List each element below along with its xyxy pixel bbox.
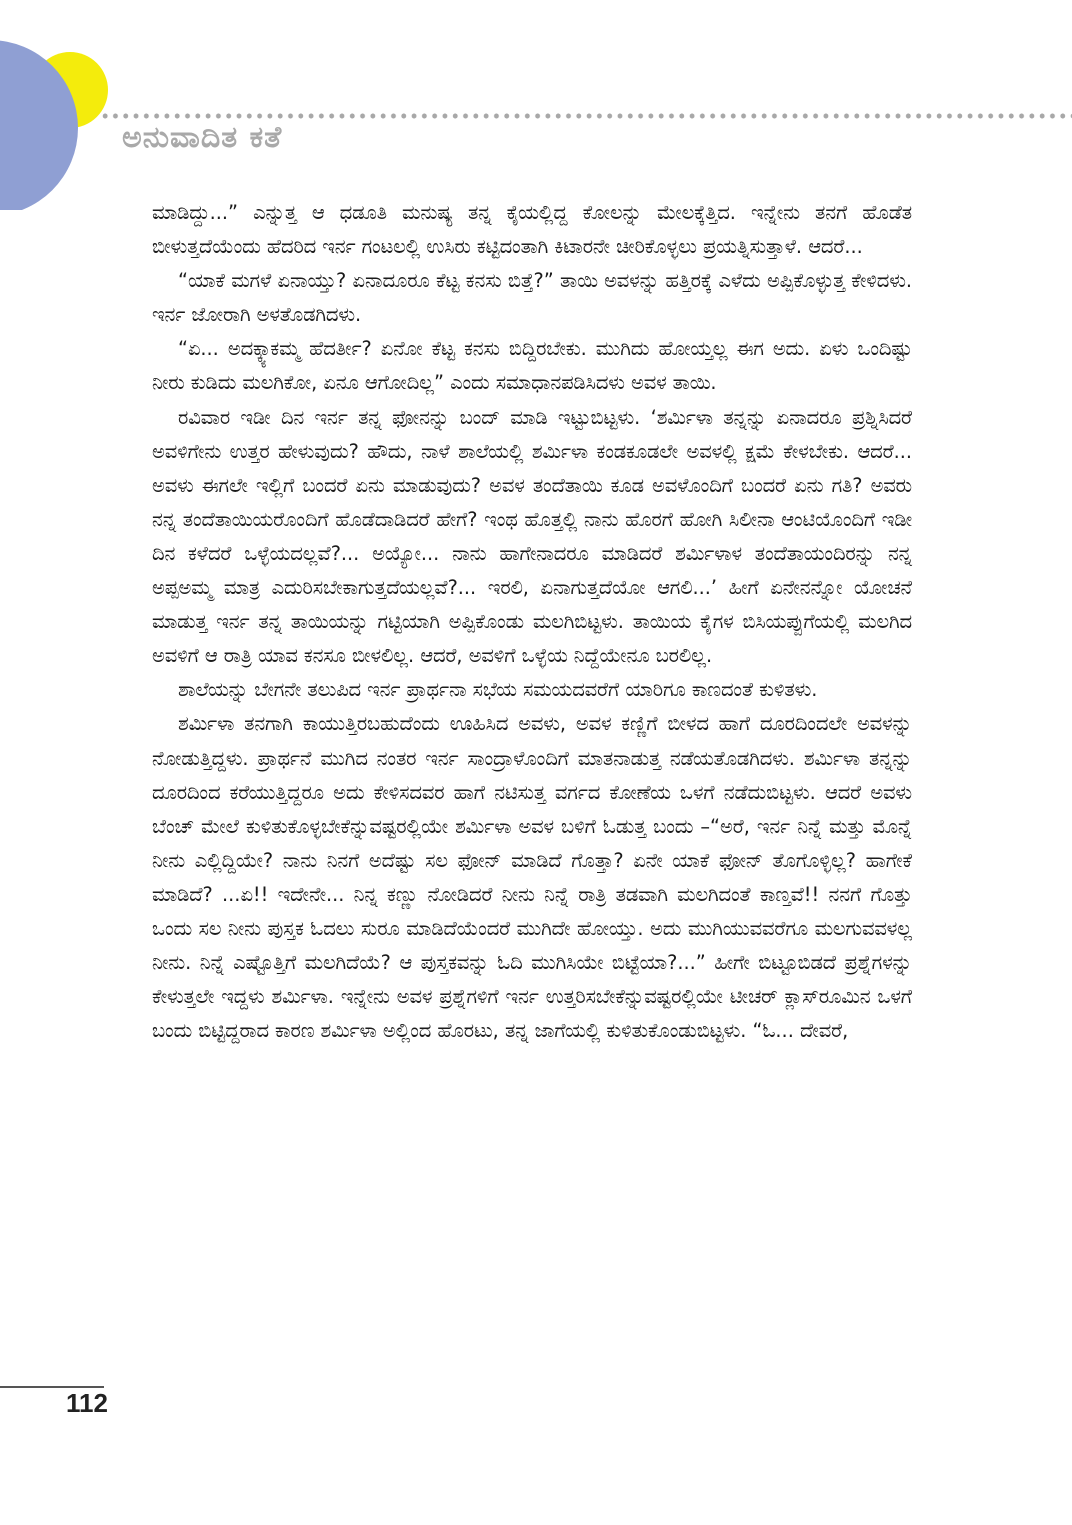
paragraph: ರವಿವಾರ ಇಡೀ ದಿನ ಇರ್ನ ತನ್ನ ಫೋನನ್ನು ಬಂದ್ ಮಾಡಿ ಇಟ್ಟುಬಿಟ್ಟಳು. ‘ಶರ್ಮಿಳಾ ತನ್ನನ್ನು ಏನಾದರೂ ಪ್ರಶ್ನಿಸಿದರೆ ಅವಳಿಗೇನು ಉತ್ತರ ಹೇಳುವುದು? ಹೌದು, ನಾಳೆ ಶಾಲೆಯಲ್ಲಿ ಶರ್ಮಿಳಾ ಕಂಡಕೂಡಲೇ ಅವಳಲ್ಲಿ ಕ್ಷಮೆ ಕೇಳಬೇಕು. ಆದರೆ... ಅವಳು ಈಗಲೇ ಇಲ್ಲಿಗೆ ಬಂದರೆ ಏನು ಮಾಡುವುದು? ಅವಳ ತಂದೆತಾಯಿ ಕೂಡ ಅವಳೊಂದಿಗೆ ಬಂದರೆ ಏನು ಗತಿ? ಅವರು ನನ್ನ ತಂದೆತಾಯಿಯರೊಂದಿಗೆ ಹೊಡೆದಾಡಿದರೆ ಹೇಗೆ? ಇಂಥ ಹೊತ್ತಲ್ಲಿ ನಾನು ಹೊರಗೆ ಹೋಗಿ ಸಿಲೀನಾ ಆಂಟಿಯೊಂದಿಗೆ ಇಡೀ ದಿನ ಕಳೆದರೆ ಒಳ್ಳೆಯದಲ್ಲವೆ?... ಅಯ್ಯೋ... ನಾನು ಹಾಗೇನಾದರೂ ಮಾಡಿದರೆ ಶರ್ಮಿಳಾಳ ತಂದೆತಾಯಂದಿರನ್ನು ನನ್ನ ಅಪ್ಪಅಮ್ಮ ಮಾತ್ರ ಎದುರಿಸಬೇಕಾಗುತ್ತದೆಯಲ್ಲವೆ?... ಇರಲಿ, ಏನಾಗುತ್ತದೆಯೋ ಆಗಲಿ...’ ಹೀಗೆ ಏನೇನನ್ನೋ ಯೋಚನೆ ಮಾಡುತ್ತ ಇರ್ನ ತನ್ನ ತಾಯಿಯನ್ನು ಗಟ್ಟಿಯಾಗಿ ಅಪ್ಪಿಕೊಂಡು ಮಲಗಿಬಿಟ್ಟಳು. ತಾಯಿಯ ಕೈಗಳ ಬಿಸಿಯಪ್ಪುಗೆಯಲ್ಲಿ ಮಲಗಿದ ಅವಳಿಗೆ ಆ ರಾತ್ರಿ ಯಾವ ಕನಸೂ ಬೀಳಲಿಲ್ಲ. ಆದರೆ, ಅವಳಿಗೆ ಒಳ್ಳೆಯ ನಿದ್ದೆಯೇನೂ ಬರಲಿಲ್ಲ. <box>152 405 912 668</box>
page-number: 112 <box>66 1388 108 1418</box>
corner-decoration <box>0 0 120 210</box>
paragraph: ಶಾಲೆಯನ್ನು ಬೇಗನೇ ತಲುಪಿದ ಇರ್ನ ಪ್ರಾರ್ಥನಾ ಸಭೆಯ ಸಮಯದವರೆಗೆ ಯಾರಿಗೂ ಕಾಣದಂತೆ ಕುಳಿತಳು. <box>178 678 818 702</box>
paragraph: ಶರ್ಮಿಳಾ ತನಗಾಗಿ ಕಾಯುತ್ತಿರಬಹುದೆಂದು ಊಹಿಸಿದ ಅವಳು, ಅವಳ ಕಣ್ಣಿಗೆ ಬೀಳದ ಹಾಗೆ ದೂರದಿಂದಲೇ ಅವಳನ್ನು ನೋಡುತ್ತಿದ್ದಳು. ಪ್ರಾರ್ಥನೆ ಮುಗಿದ ನಂತರ ಇರ್ನ ಸಾಂದ್ರಾಳೊಂದಿಗೆ ಮಾತನಾಡುತ್ತ ನಡೆಯತೊಡಗಿದಳು. ಶರ್ಮಿಳಾ ತನ್ನನ್ನು ದೂರದಿಂದ ಕರೆಯುತ್ತಿದ್ದರೂ ಅದು ಕೇಳಿಸದವರ ಹಾಗೆ ನಟಿಸುತ್ತ ವರ್ಗದ ಕೋಣೆಯ ಒಳಗೆ ನಡೆದುಬಿಟ್ಟಳು. ಆದರೆ ಅವಳು ಬೆಂಚ್ ಮೇಲೆ ಕುಳಿತುಕೊಳ್ಳಬೇಕೆನ್ನುವಷ್ಟರಲ್ಲಿಯೇ ಶರ್ಮಿಳಾ ಅವಳ ಬಳಿಗೆ ಓಡುತ್ತ ಬಂದು –“ಅರೆ, ಇರ್ನ ನಿನ್ನೆ ಮತ್ತು ಮೊನ್ನೆ ನೀನು ಎಲ್ಲಿದ್ದಿಯೇ? ನಾನು ನಿನಗೆ ಅದೆಷ್ಟು ಸಲ ಫೋನ್ ಮಾಡಿದೆ ಗೊತ್ತಾ? ಏನೇ ಯಾಕೆ ಫೋನ್ ತೊಗೊಳ್ಳಿಲ್ಲ? ಹಾಗೇಕೆ ಮಾಡಿದೆ? ...ಏ!! ಇದೇನೇ... ನಿನ್ನ ಕಣ್ಣು ನೋಡಿದರೆ ನೀನು ನಿನ್ನೆ ರಾತ್ರಿ ತಡವಾಗಿ ಮಲಗಿದಂತೆ ಕಾಣ್ತವೆ!! ನನಗೆ ಗೊತ್ತು ಒಂದು ಸಲ ನೀನು ಪುಸ್ತಕ ಓದಲು ಸುರೂ ಮಾಡಿದೆಯೆಂದರೆ ಮುಗಿದೇ ಹೋಯ್ತು. ಅದು ಮುಗಿಯುವವರೆಗೂ ಮಲಗುವವಳಲ್ಲ ನೀನು. ನಿನ್ನೆ ಎಷ್ಟೊತ್ತಿಗೆ ಮಲಗಿದೆಯೆ? ಆ ಪುಸ್ತಕವನ್ನು ಓದಿ ಮುಗಿಸಿಯೇ ಬಿಟ್ಟೆಯಾ?...” ಹೀಗೇ ಬಿಟ್ಟೂಬಿಡದೆ ಪ್ರಶ್ನೆಗಳನ್ನು ಕೇಳುತ್ತಲೇ ಇದ್ದಳು ಶರ್ಮಿಳಾ. ಇನ್ನೇನು ಅವಳ ಪ್ರಶ್ನೆಗಳಿಗೆ ಇರ್ನ ಉತ್ತರಿಸಬೇಕೆನ್ನುವಷ್ಟರಲ್ಲಿಯೇ ಟೀಚರ್ ಕ್ಲಾಸ್‌ರೂಮಿನ ಒಳಗೆ ಬಂದು ಬಿಟ್ಟಿದ್ದರಾದ ಕಾರಣ ಶರ್ಮಿಳಾ ಅಲ್ಲಿಂದ ಹೊರಟು, ತನ್ನ ಜಾಗೆಯಲ್ಲಿ ಕುಳಿತುಕೊಂಡುಬಿಟ್ಟಳು. “ಓ... ದೇವರೆ, <box>152 712 912 1043</box>
section-title: ಅನುವಾದಿತ ಕತೆ <box>122 120 283 155</box>
paragraph: “ಏ... ಅದಕ್ಕ್ಯಾಕಮ್ಮ ಹೆದರ್ತೀ? ಏನೋ ಕೆಟ್ಟ ಕನಸು ಬಿದ್ದಿರಬೇಕು. ಮುಗಿದು ಹೋಯ್ತಲ್ಲ ಈಗ ಅದು. ಏಳು ಒಂದಿಷ್ಟು ನೀರು ಕುಡಿದು ಮಲಗಿಕೋ, ಏನೂ ಆಗೋದಿಲ್ಲ” ಎಂದು ಸಮಾಧಾನಪಡಿಸಿದಳು ಅವಳ ತಾಯಿ. <box>152 337 912 395</box>
paragraph: ಮಾಡಿದ್ದು...” ಎನ್ನುತ್ತ ಆ ಧಡೂತಿ ಮನುಷ್ಯ ತನ್ನ ಕೈಯಲ್ಲಿದ್ದ ಕೋಲನ್ನು ಮೇಲಕ್ಕೆತ್ತಿದ. ಇನ್ನೇನು ತನಗೆ ಹೊಡೆತ ಬೀಳುತ್ತದೆಯೆಂದು ಹೆದರಿದ ಇರ್ನ ಗಂಟಲಲ್ಲಿ ಉಸಿರು ಕಟ್ಟಿದಂತಾಗಿ ಕಿಟಾರನೇ ಚೀರಿಕೊಳ್ಳಲು ಪ್ರಯತ್ನಿಸುತ್ತಾಳೆ. ಆದರೆ... <box>152 201 912 259</box>
story-body <box>152 196 912 1048</box>
paragraph: “ಯಾಕೆ ಮಗಳೆ ಏನಾಯ್ತು? ಏನಾದೂರೂ ಕೆಟ್ಟ ಕನಸು ಬಿತ್ತೆ?” ತಾಯಿ ಅವಳನ್ನು ಹತ್ತಿರಕ್ಕೆ ಎಳೆದು ಅಪ್ಪಿಕೊಳ್ಳುತ್ತ ಕೇಳಿದಳು. ಇರ್ನ ಜೋರಾಗಿ ಅಳತೊಡಗಿದಳು. <box>152 269 912 327</box>
dotted-rule <box>100 112 1072 120</box>
